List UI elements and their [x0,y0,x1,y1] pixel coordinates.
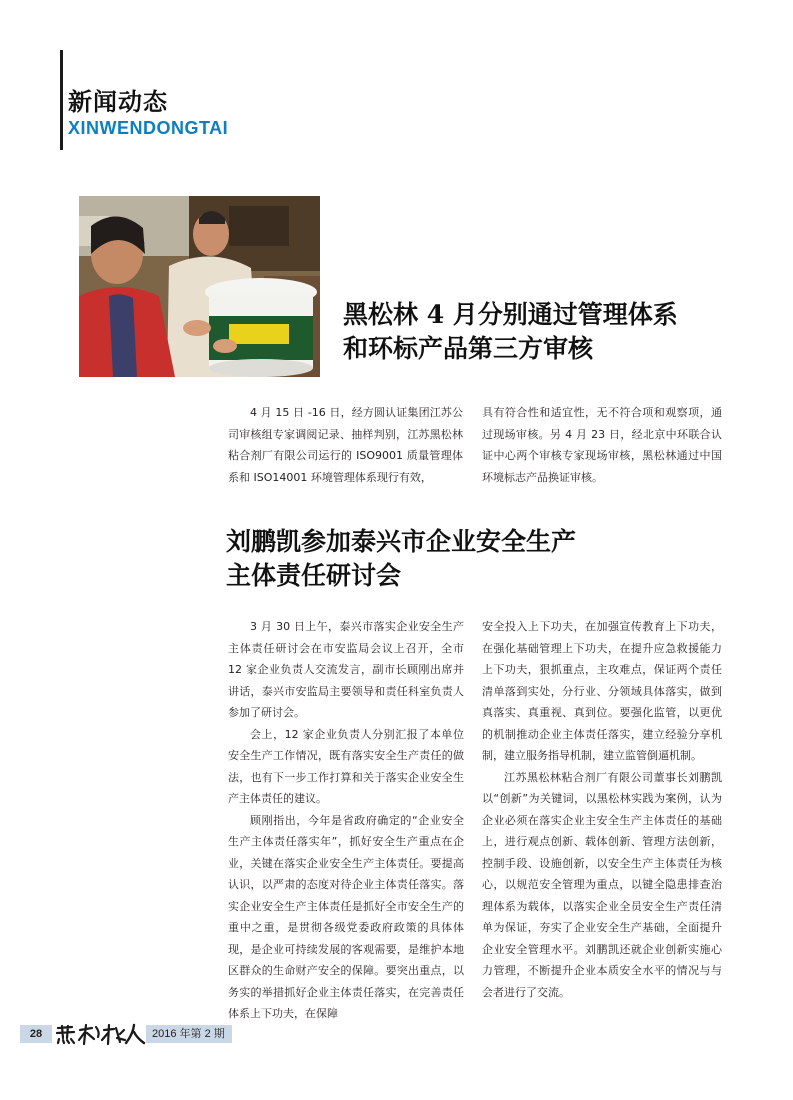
issue-label: 2016 年第 2 期 [146,1025,232,1043]
article2-paragraph: 顾刚指出，今年是省政府确定的“企业安全生产主体责任落实年”，抓好安全生产重点在企业，关键在落实企业安全生产主体责任。要提高认识，以严肃的态度对待企业主体责任落实。落实企业安全生产主体责任是抓好全市安全生产的重中之重，是贯彻各级党委政府政策的具体体现，是企业可持续发展的客观需要，是维护本地区群众的生命财产安全的保障。要突出重点，以务实的举措抓好企业主体责任落实，在完善责任体系上下功夫，在保障 [228,813,464,1020]
section-divider-bar [60,50,63,150]
news-photo [79,196,320,377]
article1-body-left [228,402,463,488]
article2-body-left [228,616,464,1025]
article1-body-right [482,402,722,488]
article2-paragraph: 江苏黑松林粘合剂厂有限公司董事长刘鹏凯以“创新”为关键词，以黑松林实践为案例，认为企业必须在落实企业主安全生产主体责任的基础上，进行观点创新、载体创新、管理方法创新，控制手段、设施创新，以安全生产主体责任为核心，以规范安全管理为重点，以键全隐患排查治理体系为载体，以落实企业全员安全生产责任清单为保证，夯实了企业安全生产基础，全面提升企业安全管理水平。刘鹏凯还就企业创新实施心力管理，不断提升企业本质安全水平的情况与与会者进行了交流。 [482,770,722,999]
article2-headline-line1: 刘鹏凯参加泰兴市企业安全生产 [226,527,577,556]
article1-headline-line2: 和环标产品第三方审核 [343,334,594,363]
page-number: 28 [20,1025,52,1043]
article2-paragraph: 3 月 30 日上午，泰兴市落实企业安全生产主体责任研讨会在市安监局会议上召开，全市 12 家企业负责人交流发言，副市长顾刚出席并讲话，泰兴市安监局主要领导和责任科室负责人参加了研讨会。 [228,620,464,719]
article2-body-right [482,616,722,1003]
article1-headline [343,298,678,366]
article2-headline-line2: 主体责任研讨会 [226,561,402,590]
auditors-inspecting-bucket-photo [79,196,320,377]
article2-headline [226,525,576,593]
section-title-pinyin: XINWENDONGTAI [68,118,229,138]
magazine-logo [54,1022,146,1046]
page-footer [20,1025,232,1043]
article1-paragraph: 具有符合性和适宜性，无不符合项和观察项，通过现场审核。另 4 月 23 日，经北京中环联合认证中心两个审核专家现场审核，黑松林通过中国环境标志产品换证审核。 [482,406,722,484]
article2-paragraph: 会上，12 家企业负责人分别汇报了本单位安全生产工作情况，既有落实安全生产责任的做法，也有下一步工作打算和关于落实企业安全生产主体责任的建议。 [228,727,464,805]
article1-headline-line1: 黑松林 4 月分别通过管理体系 [343,300,678,329]
article1-paragraph: 4 月 15 日 -16 日，经方圆认证集团江苏公司审核组专家调阅记录、抽样判别，江苏黑松林粘合剂厂有限公司运行的 ISO9001 质量管理体系和 ISO14001 环境管理体系现行有效， [228,406,463,484]
section-title: 新闻动态 [68,88,168,116]
article2-paragraph: 安全投入上下功夫，在加强宣传教育上下功夫，在强化基础管理上下功夫，在提升应急救援能力上下功夫，狠抓重点，主攻难点，保证两个责任清单落到实处，分行业、分领域具体落实，做到真落实、真重视、真到位。要强化监管，以更优的机制推动企业主体责任落实，建立经验分享机制，建立服务指导机制，建立监管倒逼机制。 [482,620,722,762]
